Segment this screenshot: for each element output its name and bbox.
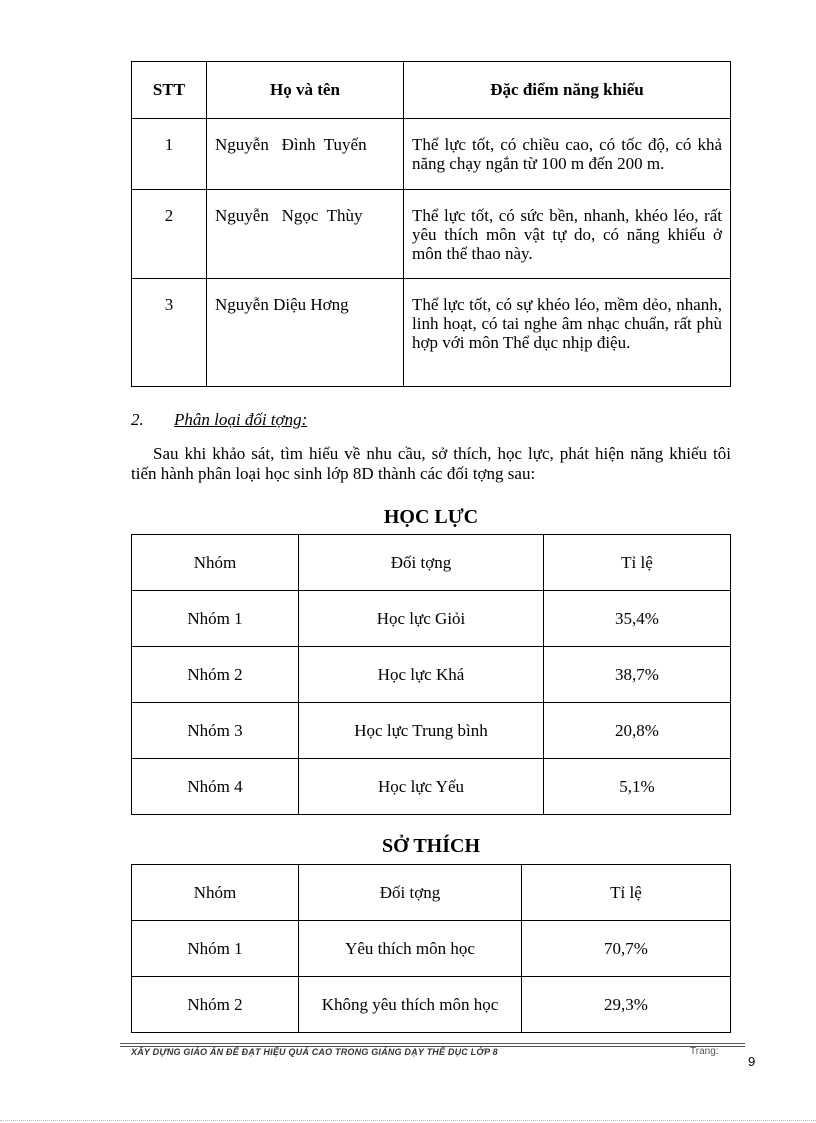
so-thich-table <box>131 864 731 1033</box>
table-row <box>132 977 731 1033</box>
header-talent: Đặc điểm năng khiếu <box>404 62 731 119</box>
cell-subject: Học lực Yếu <box>299 759 544 815</box>
col-ratio: Tỉ lệ <box>522 865 731 921</box>
table-row <box>132 190 731 279</box>
header-stt: STT <box>132 62 207 119</box>
hoc-luc-table <box>131 534 731 815</box>
cell-subject: Học lực Trung bình <box>299 703 544 759</box>
page-edge-divider <box>0 1120 816 1121</box>
row-desc: Thể lực tốt, có chiều cao, có tốc độ, có khả năng chạy ngắn từ 100 m đến 200 m. <box>404 119 731 190</box>
row-desc: Thể lực tốt, có sức bền, nhanh, khéo léo, rất yêu thích môn vật tự do, có năng khiếu ở môn thể thao này. <box>404 190 731 279</box>
cell-subject: Học lực Giỏi <box>299 591 544 647</box>
section-heading <box>131 410 307 430</box>
talent-table <box>131 61 731 387</box>
row-name: Nguyễn Ngọc Thùy <box>207 190 404 279</box>
row-name: Nguyễn Đình Tuyến <box>207 119 404 190</box>
cell-subject: Không yêu thích môn học <box>299 977 522 1033</box>
cell-ratio: 38,7% <box>544 647 731 703</box>
cell-ratio: 5,1% <box>544 759 731 815</box>
row-stt: 1 <box>132 119 207 190</box>
row-stt: 3 <box>132 279 207 387</box>
table-row <box>132 647 731 703</box>
col-subject: Đối tợng <box>299 865 522 921</box>
section-title: Phân loại đối tợng: <box>174 410 308 429</box>
table-row <box>132 119 731 190</box>
cell-group: Nhóm 2 <box>132 977 299 1033</box>
table-header-row <box>132 535 731 591</box>
section-number: 2. <box>131 410 144 429</box>
cell-group: Nhóm 4 <box>132 759 299 815</box>
so-thich-title: SỞ THÍCH <box>382 835 480 857</box>
cell-ratio: 35,4% <box>544 591 731 647</box>
row-stt: 2 <box>132 190 207 279</box>
cell-ratio: 20,8% <box>544 703 731 759</box>
table-row <box>132 591 731 647</box>
cell-ratio: 70,7% <box>522 921 731 977</box>
cell-subject: Yêu thích môn học <box>299 921 522 977</box>
cell-subject: Học lực Khá <box>299 647 544 703</box>
row-desc: Thể lực tốt, có sự khéo léo, mềm dẻo, nhanh, linh hoạt, có tai nghe âm nhạc chuẩn, rất phù hợp với môn Thể dục nhịp điệu. <box>404 279 731 387</box>
intro-paragraph: Sau khi khảo sát, tìm hiểu về nhu cầu, sở thích, học lực, phát hiện năng khiếu tôi tiến hành phân loại học sinh lớp 8D thành các đối tợng sau: <box>131 444 731 483</box>
table-row <box>132 279 731 387</box>
col-group: Nhóm <box>132 865 299 921</box>
header-name: Họ và tên <box>207 62 404 119</box>
table-row <box>132 921 731 977</box>
cell-group: Nhóm 1 <box>132 921 299 977</box>
cell-group: Nhóm 3 <box>132 703 299 759</box>
page-number: 9 <box>748 1054 756 1069</box>
cell-ratio: 29,3% <box>522 977 731 1033</box>
table-row <box>132 703 731 759</box>
cell-group: Nhóm 1 <box>132 591 299 647</box>
table-row <box>132 759 731 815</box>
page-label: Trang: <box>690 1046 719 1057</box>
table-header-row <box>132 865 731 921</box>
footer-rule <box>120 1043 745 1044</box>
footer-title: XÂY DỰNG GIÁO ÁN ĐỂ ĐẠT HIỆU QUẢ CAO TRONG GIẢNG DẠY THỂ DỤC LỚP 8 <box>131 1047 498 1057</box>
col-ratio: Tỉ lệ <box>544 535 731 591</box>
cell-group: Nhóm 2 <box>132 647 299 703</box>
row-name: Nguyễn Diệu Hơng <box>207 279 404 387</box>
hoc-luc-title: HỌC LỰC <box>383 506 479 528</box>
col-subject: Đối tợng <box>299 535 544 591</box>
col-group: Nhóm <box>132 535 299 591</box>
